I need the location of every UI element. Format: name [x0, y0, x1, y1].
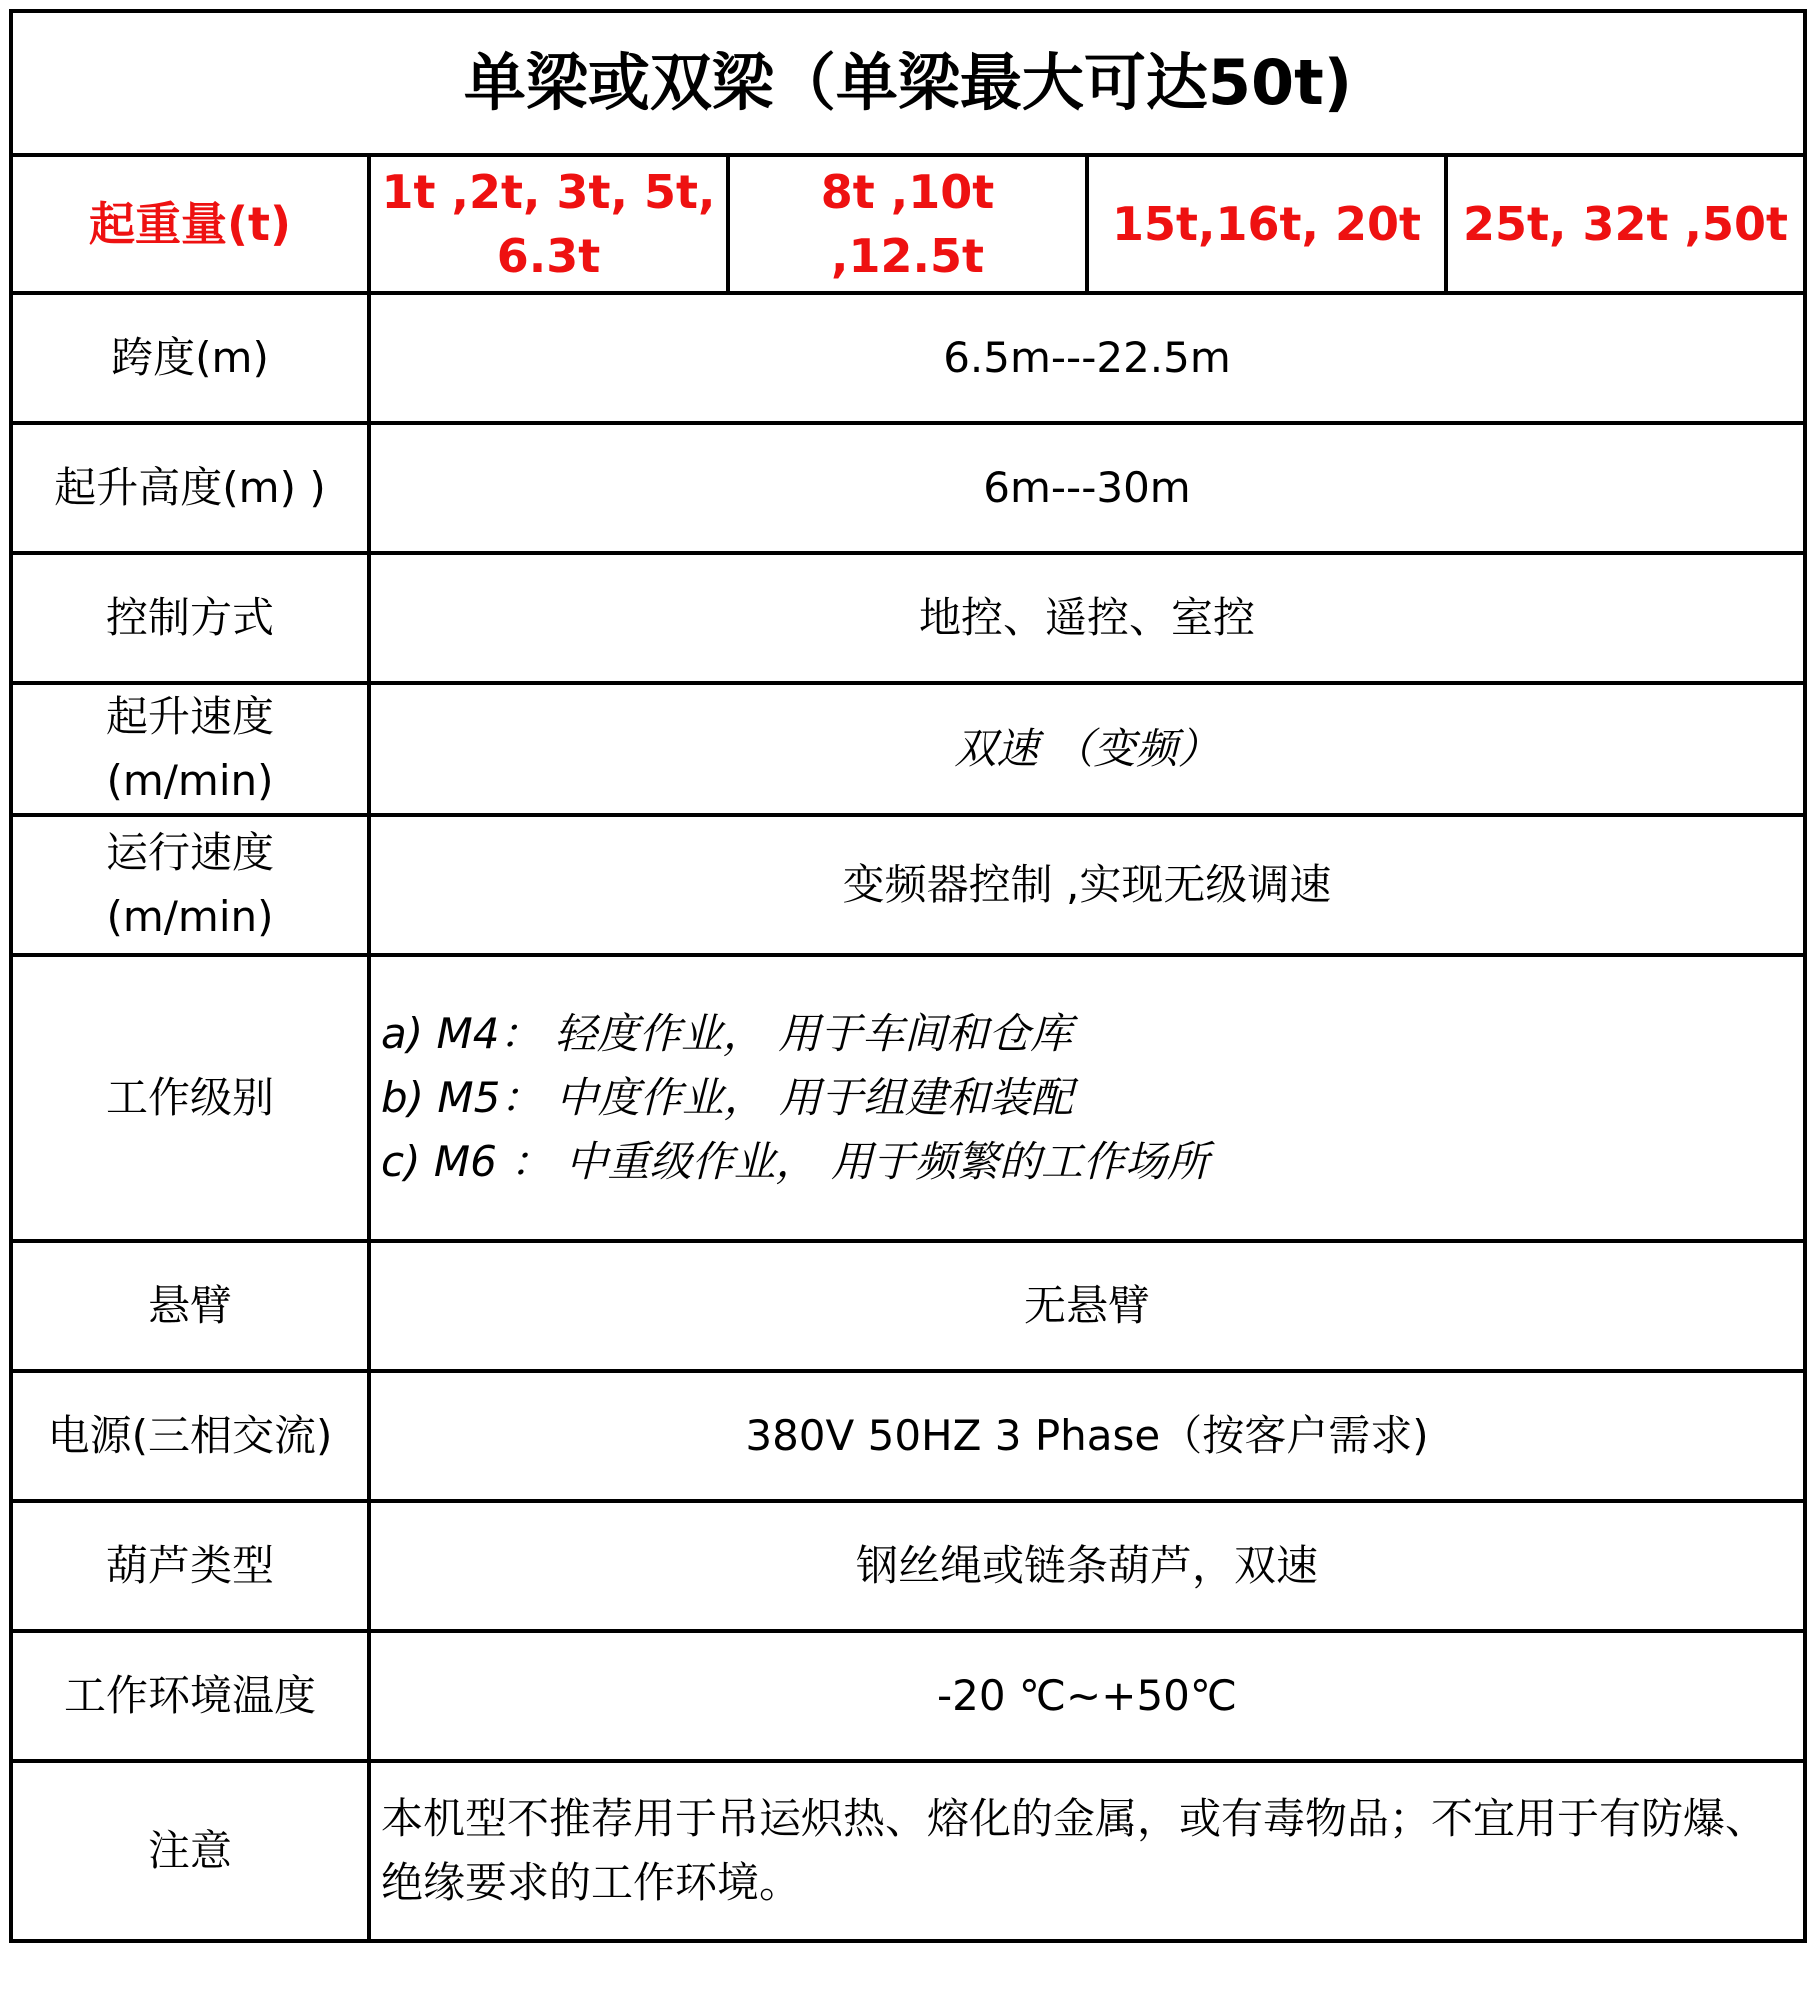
control-value: 地控、遥控、室控 — [369, 553, 1805, 683]
span-row — [11, 293, 1805, 423]
lift-height-value: 6m---30m — [369, 423, 1805, 553]
cantilever-value: 无悬臂 — [369, 1241, 1805, 1371]
power-row — [11, 1371, 1805, 1501]
lift-height-label: 起升高度(m) ) — [11, 423, 369, 553]
cantilever-row — [11, 1241, 1805, 1371]
title-row — [11, 11, 1805, 155]
lift-speed-label: 起升速度(m/min) — [11, 683, 369, 815]
notice-label: 注意 — [11, 1761, 369, 1941]
temperature-row — [11, 1631, 1805, 1761]
hoist-type-value: 钢丝绳或链条葫芦，双速 — [369, 1501, 1805, 1631]
temperature-value: -20 ℃~+50℃ — [369, 1631, 1805, 1761]
lift-speed-row — [11, 683, 1805, 815]
spec-table — [9, 9, 1807, 1943]
span-label: 跨度(m) — [11, 293, 369, 423]
run-speed-label: 运行速度(m/min) — [11, 815, 369, 955]
work-grade-line-a: a) M4： 轻度作业， 用于车间和仓库 — [381, 1009, 1073, 1058]
lift-speed-value: 双速 （变频） — [369, 683, 1805, 815]
capacity-value-2: 8t ,10t ,12.5t — [728, 155, 1087, 293]
capacity-value-3: 15t,16t, 20t — [1087, 155, 1446, 293]
power-value: 380V 50HZ 3 Phase（按客户需求) — [369, 1371, 1805, 1501]
table-title: 单梁或双梁（单梁最大可达50t) — [11, 11, 1805, 155]
cantilever-label: 悬臂 — [11, 1241, 369, 1371]
span-value: 6.5m---22.5m — [369, 293, 1805, 423]
run-speed-row — [11, 815, 1805, 955]
notice-row — [11, 1761, 1805, 1941]
notice-value: 本机型不推荐用于吊运炽热、熔化的金属，或有毒物品；不宜用于有防爆、绝缘要求的工作环境。 — [369, 1761, 1805, 1941]
capacity-value-1: 1t ,2t, 3t, 5t, 6.3t — [369, 155, 728, 293]
work-grade-line-c: c) M6 ： 中重级作业， 用于频繁的工作场所 — [381, 1137, 1209, 1186]
run-speed-value: 变频器控制 ,实现无级调速 — [369, 815, 1805, 955]
capacity-row — [11, 155, 1805, 293]
work-grade-value — [369, 955, 1805, 1241]
control-label: 控制方式 — [11, 553, 369, 683]
work-grade-label: 工作级别 — [11, 955, 369, 1241]
capacity-value-4: 25t, 32t ,50t — [1446, 155, 1805, 293]
hoist-type-label: 葫芦类型 — [11, 1501, 369, 1631]
hoist-type-row — [11, 1501, 1805, 1631]
power-label: 电源(三相交流) — [11, 1371, 369, 1501]
control-row — [11, 553, 1805, 683]
work-grade-row — [11, 955, 1805, 1241]
temperature-label: 工作环境温度 — [11, 1631, 369, 1761]
lift-height-row — [11, 423, 1805, 553]
capacity-label: 起重量(t) — [11, 155, 369, 293]
work-grade-line-b: b) M5： 中度作业， 用于组建和装配 — [381, 1073, 1074, 1122]
